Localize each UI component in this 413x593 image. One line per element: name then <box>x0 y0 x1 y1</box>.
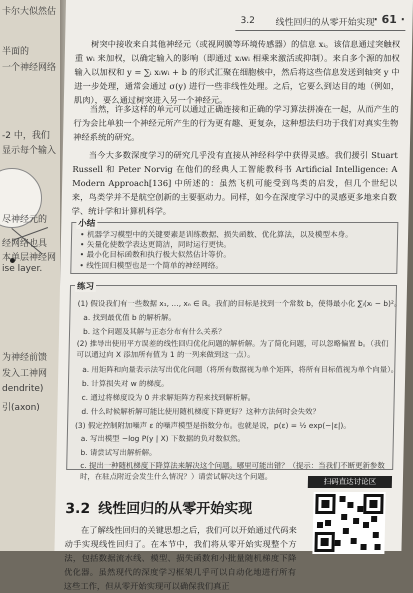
left-page-fragment: 引(axon) <box>2 403 40 413</box>
page-number: · 61 · <box>373 13 406 26</box>
header-rule <box>235 30 405 31</box>
exercise-title: 练习 <box>75 280 96 292</box>
exercise-subitem: a. 写出模型 −log P(y | X) 下数据的负对数似然。 <box>80 434 245 444</box>
exercise-list <box>74 297 402 482</box>
body-paragraph: 在了解线性回归的关键思想之后，我们可以开始通过代码来动手实现线性回归了。在本节中，我们将从零开始实现整个方法，包括数据流水线、模型、损失函数和小批量随机梯度下降优化器。虽然现代的深度学习框架几乎可以自动化地进行所有这些工作，但从零开始实现可以确保我们真正 <box>63 525 298 592</box>
right-page <box>54 0 413 592</box>
exercise-item: (3) 假定控制附加噪声 ε 的噪声模型是指数分布。也就是说，p(ε) = ½ exp(−|ε|)。 <box>75 420 351 430</box>
body-paragraph: 当今大多数深度学习的研究几乎没有直接从神经科学中获得灵感。我们援引 Stuart Russell 和 Peter Norvig 在他们的经典人工智能教科书 Artificial Intelligence: A Modern Approach[136] 中所述的：虽然飞机可能受到鸟类的启发，但几个世纪以来，鸟类学并不是航空创新的主要驱动力。同样，如今在深度学习中的灵感更多地来自数学、统计学和计算机科学。 <box>71 150 398 217</box>
exercise-item: (2) 推导出使用平方误差的线性回归优化问题的解析解。为了简化问题，可以忽略偏置 b。（我们可以通过向 X 添加所有值为 1 的一列来做到这一点）。 <box>76 339 389 360</box>
exercise-item: (1) 假设我们有一些数据 x₁, …, xₙ ∈ ℝ。我们的目标是找到一个常数 b，使得最小化 ∑ᵢ(xᵢ − b)²。 <box>77 299 402 308</box>
section-heading <box>65 498 252 518</box>
left-page-edge <box>0 0 62 551</box>
exercise-subitem: a. 找到最优值 b 的解析解。 <box>83 312 176 322</box>
exercise-subitem: a. 用矩阵和向量表示法写出优化问题（将所有数据视为单个矩阵，将所有目标值视为单个向量）。 <box>82 365 399 375</box>
left-page-fragment: 显示每个输入 <box>2 146 57 156</box>
summary-item: • 最小化目标函数和执行极大似然估计等价。 <box>80 250 392 260</box>
exercise-subitem: b. 请尝试写出解析解。 <box>80 448 157 458</box>
exercise-subitem: b. 计算损失对 w 的梯度。 <box>81 379 169 389</box>
exercise-subitem: c. 通过将梯度设为 0 并求解矩阵方程来找到解析解。 <box>81 392 256 402</box>
running-header <box>75 4 406 30</box>
left-page-fragment: 经网络也具 <box>2 239 48 249</box>
qr-finder-pattern <box>314 532 334 552</box>
qr-finder-pattern <box>315 494 335 514</box>
left-page-fragment: 一个神经网络 <box>2 63 57 73</box>
left-page-fragment: 卡尔大似然估 <box>2 7 57 17</box>
qr-label: 扫码直达讨论区 <box>308 476 392 488</box>
exercise-box <box>66 282 402 481</box>
body-paragraph: 树突中接收来自其他神经元（或视网膜等环境传感器）的信息 xᵢ。该信息通过突触权重 wᵢ 来加权，以确定输入的影响（即通过 xᵢwᵢ 相乘来激活或抑制）。来自多个源的加权输入以加权和 y = ∑ᵢ xᵢwᵢ + b 的形式汇聚在细胞核中，然后将这些信息发送到轴突 y 中进一步处理，通常会通过 σ(y) 进行一些非线性处理。之后，它要么到达目的地（例如，肌肉），要么通过树突进入另一个神经元。 <box>73 39 401 106</box>
left-page-fragment: 本单层神经网 <box>2 253 57 263</box>
exercise-subitem: c. 提出一种随机梯度下降算法来解决这个问题。哪里可能出错？（提示：当我们不断更新参数时，在驻点附近会发生什么情况？）请尝试解决这个问题。 <box>79 460 385 481</box>
summary-list <box>79 230 392 271</box>
exercise-subitem: b. 这个问题及其解与正态分布有什么关系？ <box>82 326 226 336</box>
left-page-fragment: 发入工神网 <box>2 369 48 379</box>
exercise-subitem: d. 什么时候解析解可能比使用随机梯度下降更好？这种方法何时会失效？ <box>81 406 320 416</box>
section-heading-number: 3.2 <box>65 501 91 517</box>
qr-panel <box>306 476 392 551</box>
qr-finder-pattern <box>363 494 383 514</box>
left-page-fragment: ise layer. <box>2 264 43 274</box>
summary-box <box>70 219 398 274</box>
body-paragraph: 当然，许多这样的单元可以通过正确连接和正确的学习算法拼凑在一起，从而产生的行为会比单独一个神经元所产生的行为更有趣、更复杂，这种想法归功于我们对真实生物神经系统的研究。 <box>73 104 399 143</box>
qr-code[interactable] <box>312 492 385 554</box>
section-heading-title: 线性回归的从零开始实现 <box>97 501 253 517</box>
summary-item: • 机器学习模型中的关键要素是训练数据、损失函数、优化算法，以及模型本身。 <box>80 230 392 240</box>
left-page-fragment: -2 中，我们 <box>2 131 50 141</box>
left-page-fragment: 半面的 <box>2 47 30 57</box>
summary-title: 小结 <box>76 217 97 229</box>
header-section-title: 线性回归的从零开始实现 <box>275 18 375 28</box>
header-section-number: 3.2 <box>240 16 255 26</box>
left-page-fragment: dendrite) <box>2 384 44 394</box>
left-page-fragment: 为神经前馈 <box>2 353 48 363</box>
left-page-fragment: 尽神经元的 <box>2 215 48 225</box>
summary-item: • 线性回归模型也是一个简单的神经网络。 <box>79 261 391 271</box>
summary-item: • 矢量化使数学表达更简洁，同时运行更快。 <box>80 240 392 250</box>
